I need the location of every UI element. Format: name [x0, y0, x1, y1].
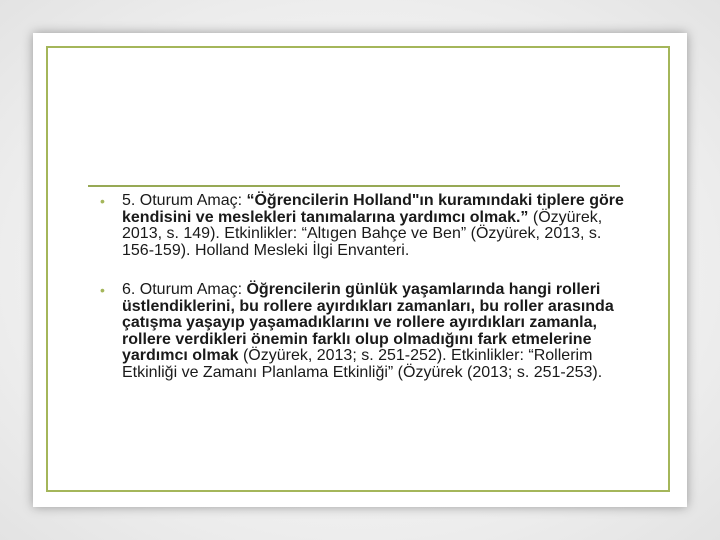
bullet-text — [122, 192, 624, 259]
session-activities: (Özyürek, 2013, s. 149). Etkinlikler: “Altıgen Bahçe ve Ben” (Özyürek, 2013, s. 156-159). Holland Mesleki İlgi Envanteri. — [122, 208, 603, 259]
bullet-icon: • — [100, 282, 105, 298]
bullet-text — [122, 281, 614, 381]
session-label: 6. Oturum Amaç: — [122, 281, 247, 298]
title-divider — [88, 185, 620, 187]
session-goal: Öğrencilerin günlük yaşamlarında hangi rolleri üstlendiklerini, bu rollere ayırdıkları zamanları, bu roller arasında çatışma yaşayıp yaşamadıklarını ve rollere ayırdıkları zamanla, rollere verdikleri önemin farklı olup olmadığını fark etmelerine yardımcı olmak — [122, 281, 614, 364]
bullet-icon: • — [100, 193, 105, 209]
bullet-item-session-5 — [100, 193, 630, 259]
session-goal: “Öğrencilerin Holland"ın kuramındaki tiplere göre kendisini ve meslekleri tanımalarına yardımcı olmak.” — [122, 192, 624, 226]
session-activities: (Özyürek, 2013; s. 251-252). Etkinlikler: “Rollerim Etkinliği ve Zamanı Planlama Etkinliği” (Özyürek (2013; s. 251-253). — [122, 347, 603, 381]
session-label: 5. Oturum Amaç: — [122, 192, 247, 209]
bullet-item-session-6 — [100, 282, 630, 381]
slide-content — [100, 193, 630, 381]
